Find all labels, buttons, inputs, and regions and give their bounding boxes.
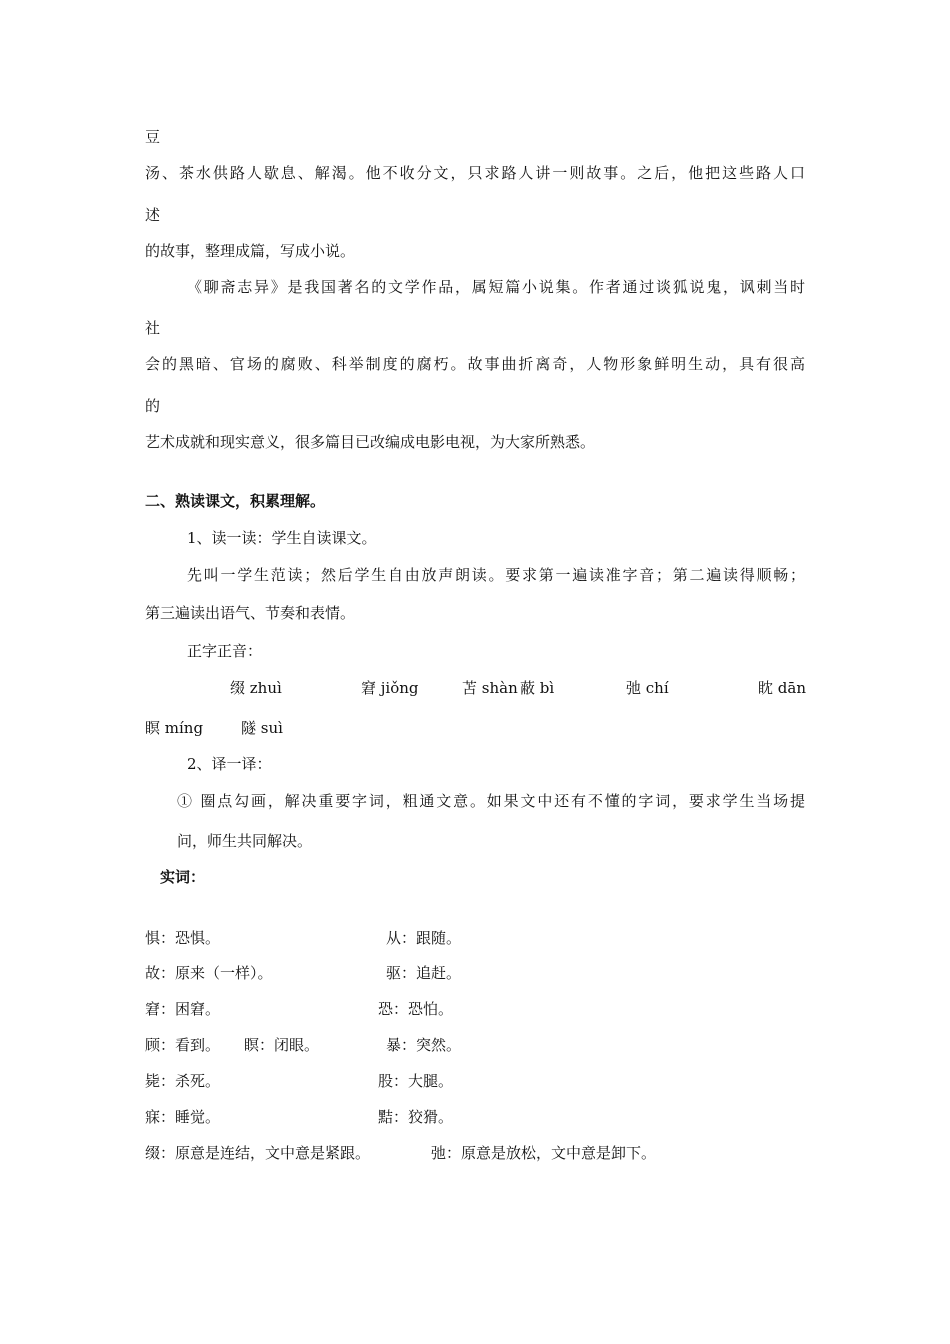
vocab-item: 股：大腿。: [378, 1072, 454, 1090]
pron-item: 缀 zhuì: [230, 679, 282, 697]
vocab-item: 从：跟随。: [386, 929, 462, 947]
intro-line: 的故事，整理成篇，写成小说。: [145, 242, 356, 260]
vocab-item: 瞑：闭眼。: [244, 1036, 320, 1054]
intro-line: 的: [145, 397, 161, 415]
intro-line: 艺术成就和现实意义，很多篇目已改编成电影电视，为大家所熟悉。: [145, 433, 596, 451]
intro-line: 《聊斋志异》是我国著名的文学作品，属短篇小说集。作者通过谈狐说鬼，讽刺当时: [187, 278, 805, 296]
pron-item: 窘 jiǒng: [361, 679, 419, 697]
vocab-item: 驱：追赶。: [386, 964, 462, 982]
vocab-title: 实词：: [160, 868, 206, 886]
intro-line: 汤、茶水供路人歇息、解渴。他不收分文，只求路人讲一则故事。之后，他把这些路人口: [145, 164, 805, 182]
pron-item: 弛 chí: [626, 679, 669, 697]
pron-item: 蔽 bì: [520, 679, 555, 697]
pron-item: 眈 dān: [758, 679, 806, 697]
vocab-item: 惧：恐惧。: [145, 929, 221, 947]
vocab-item: 寐：睡觉。: [145, 1108, 221, 1126]
trans-text: 问，师生共同解决。: [177, 832, 313, 850]
read-title: 1、读一读：学生自读课文。: [187, 529, 377, 547]
pron-item: 瞑 míng: [145, 719, 204, 737]
read-text: 第三遍读出语气、节奏和表情。: [145, 604, 356, 622]
intro-line: 述: [145, 206, 161, 224]
trans-title: 2、译一译：: [187, 755, 272, 773]
vocab-item: 黠：狡猾。: [378, 1108, 454, 1126]
vocab-item: 弛：原意是放松，文中意是卸下。: [431, 1144, 657, 1162]
trans-text: ① 圈点勾画，解决重要字词，粗通文意。如果文中还有不懂的字词，要求学生当场提: [177, 792, 805, 810]
vocab-item: 缀：原意是连结，文中意是紧跟。: [145, 1144, 371, 1162]
section-heading: 二、熟读课文，积累理解。: [145, 492, 326, 510]
vocab-item: 窘：困窘。: [145, 1000, 221, 1018]
pron-title: 正字正音：: [187, 642, 263, 660]
vocab-item: 故：原来（一样）。: [145, 964, 273, 982]
vocab-item: 暴：突然。: [386, 1036, 462, 1054]
vocab-item: 恐：恐怕。: [378, 1000, 454, 1018]
intro-line: 豆: [145, 128, 161, 146]
vocab-item: 顾：看到。: [145, 1036, 221, 1054]
read-text: 先叫一学生范读；然后学生自由放声朗读。要求第一遍读准字音；第二遍读得顺畅；: [187, 566, 805, 584]
intro-line: 社: [145, 319, 161, 337]
vocab-item: 毙：杀死。: [145, 1072, 221, 1090]
pron-item: 苫 shàn: [462, 679, 518, 697]
pron-item: 隧 suì: [241, 719, 283, 737]
intro-line: 会的黑暗、官场的腐败、科举制度的腐朽。故事曲折离奇，人物形象鲜明生动，具有很高: [145, 355, 805, 373]
